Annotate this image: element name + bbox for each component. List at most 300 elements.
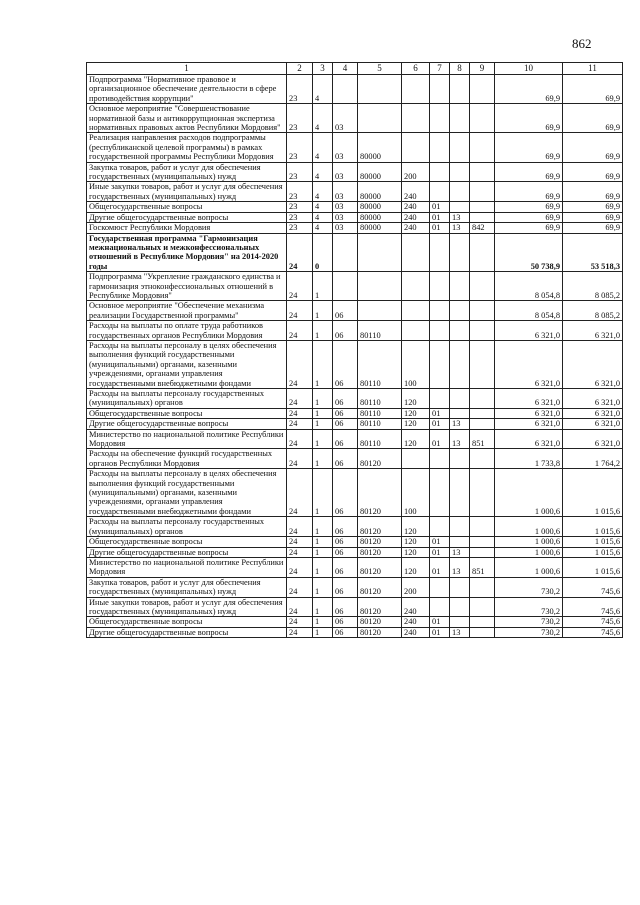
measure-cell: 06 — [333, 340, 358, 388]
expense-type-cell: 200 — [402, 577, 430, 597]
expense-type-cell — [402, 233, 430, 272]
measure-cell: 06 — [333, 449, 358, 469]
subsection-cell — [450, 301, 470, 321]
direction-cell: 80000 — [358, 182, 402, 202]
subsection-cell — [450, 537, 470, 547]
column-header: 11 — [563, 63, 623, 75]
section-cell — [430, 340, 450, 388]
row-name-cell: Другие общегосударственные вопросы — [87, 419, 287, 429]
amount-2019-cell: 1 000,6 — [495, 469, 563, 517]
subprogram-cell: 1 — [313, 408, 333, 418]
row-name-cell: Подпрограмма "Нормативное правовое и организационное обеспечение деятельности в сфере противодействия коррупции" — [87, 75, 287, 104]
table-row — [87, 597, 623, 617]
row-name-cell: Реализация направления расходов подпрограммы (республиканской целевой программы) в рамках государственной программы Республики Мордовия — [87, 133, 287, 162]
measure-cell: 03 — [333, 162, 358, 182]
amount-2019-cell: 8 054,8 — [495, 272, 563, 301]
table-row — [87, 577, 623, 597]
razdel-cell: 24 — [287, 419, 313, 429]
direction-cell: 80110 — [358, 429, 402, 449]
subsection-cell — [450, 577, 470, 597]
expense-type-cell: 240 — [402, 627, 430, 637]
amount-2020-cell: 745,6 — [563, 597, 623, 617]
table-row — [87, 419, 623, 429]
direction-cell: 80110 — [358, 321, 402, 341]
measure-cell — [333, 272, 358, 301]
subprogram-cell: 1 — [313, 517, 333, 537]
row-name-cell: Государственная программа "Гармонизация межнациональных и межконфессиональных отношений в Республике Мордовия" на 2014-2020 годы — [87, 233, 287, 272]
department-cell — [470, 389, 495, 409]
subsection-cell: 13 — [450, 419, 470, 429]
expense-type-cell: 120 — [402, 429, 430, 449]
table-row — [87, 233, 623, 272]
department-cell — [470, 340, 495, 388]
department-cell — [470, 202, 495, 212]
budget-table — [86, 62, 623, 638]
department-cell — [470, 301, 495, 321]
section-cell — [430, 469, 450, 517]
direction-cell: 80110 — [358, 340, 402, 388]
section-cell — [430, 449, 450, 469]
subprogram-cell: 1 — [313, 577, 333, 597]
measure-cell: 06 — [333, 389, 358, 409]
table-row — [87, 340, 623, 388]
column-header: 10 — [495, 63, 563, 75]
measure-cell: 06 — [333, 627, 358, 637]
direction-cell — [358, 233, 402, 272]
amount-2020-cell: 6 321,0 — [563, 408, 623, 418]
razdel-cell: 23 — [287, 212, 313, 222]
razdel-cell: 24 — [287, 577, 313, 597]
section-cell — [430, 133, 450, 162]
razdel-cell: 23 — [287, 104, 313, 133]
razdel-cell: 24 — [287, 617, 313, 627]
subprogram-cell: 4 — [313, 223, 333, 233]
subprogram-cell: 1 — [313, 627, 333, 637]
expense-type-cell — [402, 75, 430, 104]
razdel-cell: 24 — [287, 627, 313, 637]
amount-2020-cell: 6 321,0 — [563, 321, 623, 341]
subprogram-cell: 1 — [313, 429, 333, 449]
amount-2019-cell: 1 000,6 — [495, 557, 563, 577]
amount-2019-cell: 1 733,8 — [495, 449, 563, 469]
expense-type-cell: 120 — [402, 537, 430, 547]
direction-cell: 80000 — [358, 162, 402, 182]
expense-type-cell: 120 — [402, 547, 430, 557]
measure-cell: 06 — [333, 517, 358, 537]
section-cell: 01 — [430, 408, 450, 418]
razdel-cell: 24 — [287, 233, 313, 272]
section-cell: 01 — [430, 429, 450, 449]
measure-cell: 06 — [333, 577, 358, 597]
expense-type-cell: 240 — [402, 617, 430, 627]
subsection-cell — [450, 449, 470, 469]
direction-cell: 80110 — [358, 389, 402, 409]
amount-2020-cell: 53 518,3 — [563, 233, 623, 272]
subprogram-cell: 4 — [313, 162, 333, 182]
direction-cell: 80120 — [358, 449, 402, 469]
column-header: 4 — [333, 63, 358, 75]
table-row — [87, 408, 623, 418]
amount-2020-cell: 1 015,6 — [563, 517, 623, 537]
table-row — [87, 449, 623, 469]
table-row — [87, 429, 623, 449]
expense-type-cell: 100 — [402, 340, 430, 388]
expense-type-cell: 120 — [402, 517, 430, 537]
subprogram-cell: 4 — [313, 133, 333, 162]
amount-2019-cell: 69,9 — [495, 223, 563, 233]
razdel-cell: 24 — [287, 321, 313, 341]
subsection-cell — [450, 272, 470, 301]
table-row — [87, 75, 623, 104]
measure-cell: 03 — [333, 133, 358, 162]
department-cell — [470, 162, 495, 182]
subsection-cell — [450, 233, 470, 272]
subsection-cell: 13 — [450, 429, 470, 449]
amount-2020-cell: 1 015,6 — [563, 557, 623, 577]
subprogram-cell: 1 — [313, 537, 333, 547]
subprogram-cell: 1 — [313, 547, 333, 557]
razdel-cell: 24 — [287, 389, 313, 409]
table-row — [87, 202, 623, 212]
row-name-cell: Общегосударственные вопросы — [87, 408, 287, 418]
subprogram-cell: 4 — [313, 212, 333, 222]
amount-2020-cell: 8 085,2 — [563, 301, 623, 321]
amount-2020-cell: 6 321,0 — [563, 419, 623, 429]
section-cell — [430, 597, 450, 617]
expense-type-cell: 120 — [402, 557, 430, 577]
row-name-cell: Основное мероприятие "Совершенствование нормативной базы и антикоррупционная экспертиза нормативных правовых актов Республики Мордовия" — [87, 104, 287, 133]
amount-2019-cell: 50 738,9 — [495, 233, 563, 272]
department-cell — [470, 212, 495, 222]
table-row — [87, 272, 623, 301]
direction-cell — [358, 272, 402, 301]
table-row — [87, 537, 623, 547]
subprogram-cell: 1 — [313, 389, 333, 409]
row-name-cell: Министерство по национальной политике Республики Мордовия — [87, 557, 287, 577]
table-row — [87, 133, 623, 162]
subprogram-cell: 0 — [313, 233, 333, 272]
expense-type-cell: 240 — [402, 212, 430, 222]
expense-type-cell — [402, 449, 430, 469]
subsection-cell — [450, 182, 470, 202]
section-cell — [430, 104, 450, 133]
razdel-cell: 23 — [287, 75, 313, 104]
amount-2019-cell: 69,9 — [495, 162, 563, 182]
measure-cell: 06 — [333, 408, 358, 418]
amount-2020-cell: 69,9 — [563, 104, 623, 133]
subsection-cell — [450, 517, 470, 537]
direction-cell: 80120 — [358, 469, 402, 517]
column-header: 9 — [470, 63, 495, 75]
subprogram-cell: 1 — [313, 419, 333, 429]
amount-2019-cell: 730,2 — [495, 577, 563, 597]
column-header: 3 — [313, 63, 333, 75]
table-row — [87, 557, 623, 577]
department-cell — [470, 517, 495, 537]
department-cell — [470, 547, 495, 557]
direction-cell — [358, 301, 402, 321]
subprogram-cell: 4 — [313, 182, 333, 202]
direction-cell: 80110 — [358, 408, 402, 418]
measure-cell: 06 — [333, 617, 358, 627]
amount-2020-cell: 8 085,2 — [563, 272, 623, 301]
amount-2019-cell: 6 321,0 — [495, 321, 563, 341]
row-name-cell: Расходы на выплаты персоналу государственных (муниципальных) органов — [87, 389, 287, 409]
amount-2020-cell: 1 764,2 — [563, 449, 623, 469]
table-row — [87, 469, 623, 517]
department-cell — [470, 449, 495, 469]
department-cell — [470, 577, 495, 597]
razdel-cell: 24 — [287, 301, 313, 321]
section-cell — [430, 162, 450, 182]
amount-2020-cell: 6 321,0 — [563, 389, 623, 409]
department-cell — [470, 597, 495, 617]
expense-type-cell: 120 — [402, 389, 430, 409]
amount-2020-cell: 69,9 — [563, 212, 623, 222]
subprogram-cell: 1 — [313, 340, 333, 388]
column-header: 6 — [402, 63, 430, 75]
amount-2020-cell: 69,9 — [563, 182, 623, 202]
amount-2019-cell: 6 321,0 — [495, 408, 563, 418]
subprogram-cell: 4 — [313, 104, 333, 133]
table-body — [87, 75, 623, 638]
razdel-cell: 24 — [287, 429, 313, 449]
subprogram-cell: 1 — [313, 321, 333, 341]
measure-cell: 06 — [333, 429, 358, 449]
direction-cell: 80000 — [358, 223, 402, 233]
department-cell: 842 — [470, 223, 495, 233]
subsection-cell: 13 — [450, 223, 470, 233]
section-cell — [430, 577, 450, 597]
subprogram-cell: 1 — [313, 301, 333, 321]
measure-cell: 06 — [333, 547, 358, 557]
amount-2019-cell: 69,9 — [495, 212, 563, 222]
row-name-cell: Другие общегосударственные вопросы — [87, 547, 287, 557]
page-number: 862 — [572, 36, 592, 51]
amount-2019-cell: 1 000,6 — [495, 547, 563, 557]
section-cell — [430, 182, 450, 202]
section-cell — [430, 321, 450, 341]
row-name-cell: Расходы на выплаты персоналу государственных (муниципальных) органов — [87, 517, 287, 537]
razdel-cell: 24 — [287, 557, 313, 577]
razdel-cell: 23 — [287, 202, 313, 212]
amount-2019-cell: 730,2 — [495, 617, 563, 627]
measure-cell: 06 — [333, 301, 358, 321]
subsection-cell — [450, 597, 470, 617]
column-header: 7 — [430, 63, 450, 75]
direction-cell: 80000 — [358, 212, 402, 222]
direction-cell: 80110 — [358, 419, 402, 429]
expense-type-cell: 240 — [402, 597, 430, 617]
razdel-cell: 24 — [287, 597, 313, 617]
subprogram-cell: 1 — [313, 469, 333, 517]
direction-cell: 80120 — [358, 547, 402, 557]
measure-cell: 03 — [333, 212, 358, 222]
subsection-cell: 13 — [450, 547, 470, 557]
measure-cell — [333, 233, 358, 272]
subsection-cell — [450, 202, 470, 212]
department-cell: 851 — [470, 557, 495, 577]
table-row — [87, 389, 623, 409]
measure-cell: 06 — [333, 597, 358, 617]
measure-cell — [333, 75, 358, 104]
subsection-cell — [450, 389, 470, 409]
amount-2019-cell: 69,9 — [495, 75, 563, 104]
amount-2019-cell: 69,9 — [495, 182, 563, 202]
department-cell — [470, 537, 495, 547]
expense-type-cell: 240 — [402, 202, 430, 212]
table-row — [87, 212, 623, 222]
row-name-cell: Закупка товаров, работ и услуг для обеспечения государственных (муниципальных) нужд — [87, 162, 287, 182]
row-name-cell: Основное мероприятие "Обеспечение механизма реализации Государственной программы" — [87, 301, 287, 321]
amount-2020-cell: 1 015,6 — [563, 547, 623, 557]
subsection-cell: 13 — [450, 627, 470, 637]
department-cell — [470, 272, 495, 301]
amount-2019-cell: 6 321,0 — [495, 419, 563, 429]
section-cell: 01 — [430, 212, 450, 222]
section-cell: 01 — [430, 557, 450, 577]
subprogram-cell: 1 — [313, 617, 333, 627]
expense-type-cell: 120 — [402, 408, 430, 418]
row-name-cell: Расходы на выплаты персоналу в целях обеспечения выполнения функций государственными (муниципальными) органами, казенными учреждениями, органами управления государственными внебюджетными фондами — [87, 340, 287, 388]
razdel-cell: 24 — [287, 272, 313, 301]
subsection-cell — [450, 617, 470, 627]
amount-2020-cell: 69,9 — [563, 75, 623, 104]
direction-cell: 80120 — [358, 557, 402, 577]
direction-cell: 80120 — [358, 617, 402, 627]
amount-2019-cell: 1 000,6 — [495, 517, 563, 537]
header-row — [87, 63, 623, 75]
department-cell — [470, 75, 495, 104]
expense-type-cell: 120 — [402, 419, 430, 429]
razdel-cell: 24 — [287, 547, 313, 557]
expense-type-cell: 240 — [402, 223, 430, 233]
subprogram-cell: 4 — [313, 202, 333, 212]
razdel-cell: 23 — [287, 223, 313, 233]
measure-cell: 03 — [333, 223, 358, 233]
razdel-cell: 24 — [287, 517, 313, 537]
section-cell: 01 — [430, 537, 450, 547]
department-cell — [470, 321, 495, 341]
subsection-cell: 13 — [450, 212, 470, 222]
measure-cell: 06 — [333, 537, 358, 547]
razdel-cell: 24 — [287, 340, 313, 388]
amount-2020-cell: 745,6 — [563, 617, 623, 627]
section-cell — [430, 272, 450, 301]
direction-cell: 80120 — [358, 597, 402, 617]
measure-cell: 06 — [333, 419, 358, 429]
direction-cell: 80120 — [358, 537, 402, 547]
section-cell — [430, 75, 450, 104]
subsection-cell — [450, 104, 470, 133]
table-row — [87, 301, 623, 321]
department-cell — [470, 408, 495, 418]
table-row — [87, 162, 623, 182]
department-cell — [470, 617, 495, 627]
direction-cell: 80000 — [358, 133, 402, 162]
subsection-cell — [450, 75, 470, 104]
row-name-cell: Расходы на выплаты по оплате труда работников государственных органов Республики Мордовия — [87, 321, 287, 341]
amount-2019-cell: 730,2 — [495, 627, 563, 637]
department-cell — [470, 104, 495, 133]
subsection-cell: 13 — [450, 557, 470, 577]
department-cell — [470, 233, 495, 272]
table-row — [87, 617, 623, 627]
measure-cell: 03 — [333, 182, 358, 202]
expense-type-cell — [402, 321, 430, 341]
expense-type-cell: 200 — [402, 162, 430, 182]
razdel-cell: 23 — [287, 133, 313, 162]
razdel-cell: 24 — [287, 449, 313, 469]
amount-2019-cell: 730,2 — [495, 597, 563, 617]
row-name-cell: Госкомюст Республики Мордовия — [87, 223, 287, 233]
subprogram-cell: 1 — [313, 449, 333, 469]
subsection-cell — [450, 340, 470, 388]
section-cell — [430, 233, 450, 272]
razdel-cell: 23 — [287, 162, 313, 182]
row-name-cell: Министерство по национальной политике Республики Мордовия — [87, 429, 287, 449]
amount-2020-cell: 745,6 — [563, 577, 623, 597]
amount-2020-cell: 745,6 — [563, 627, 623, 637]
section-cell — [430, 389, 450, 409]
column-header: 8 — [450, 63, 470, 75]
row-name-cell: Расходы на выплаты персоналу в целях обеспечения выполнения функций государственными (муниципальными) органами, казенными учреждениями, органами управления государственными внебюджетными фондами — [87, 469, 287, 517]
department-cell — [470, 182, 495, 202]
direction-cell: 80120 — [358, 627, 402, 637]
subsection-cell — [450, 469, 470, 517]
section-cell: 01 — [430, 419, 450, 429]
subprogram-cell: 1 — [313, 597, 333, 617]
subsection-cell — [450, 162, 470, 182]
row-name-cell: Общегосударственные вопросы — [87, 537, 287, 547]
razdel-cell: 24 — [287, 469, 313, 517]
row-name-cell: Закупка товаров, работ и услуг для обеспечения государственных (муниципальных) нужд — [87, 577, 287, 597]
subsection-cell — [450, 133, 470, 162]
column-header: 1 — [87, 63, 287, 75]
section-cell: 01 — [430, 547, 450, 557]
section-cell — [430, 517, 450, 537]
amount-2019-cell: 8 054,8 — [495, 301, 563, 321]
amount-2019-cell: 69,9 — [495, 133, 563, 162]
subsection-cell — [450, 321, 470, 341]
amount-2020-cell: 69,9 — [563, 223, 623, 233]
amount-2020-cell: 69,9 — [563, 202, 623, 212]
measure-cell: 06 — [333, 469, 358, 517]
expense-type-cell — [402, 301, 430, 321]
subprogram-cell: 1 — [313, 557, 333, 577]
table-row — [87, 321, 623, 341]
row-name-cell: Иные закупки товаров, работ и услуг для обеспечения государственных (муниципальных) нужд — [87, 597, 287, 617]
amount-2020-cell: 6 321,0 — [563, 340, 623, 388]
amount-2020-cell: 1 015,6 — [563, 537, 623, 547]
row-name-cell: Иные закупки товаров, работ и услуг для обеспечения государственных (муниципальных) нужд — [87, 182, 287, 202]
column-header: 2 — [287, 63, 313, 75]
razdel-cell: 24 — [287, 408, 313, 418]
expense-type-cell: 240 — [402, 182, 430, 202]
amount-2020-cell: 6 321,0 — [563, 429, 623, 449]
amount-2019-cell: 6 321,0 — [495, 340, 563, 388]
section-cell — [430, 301, 450, 321]
razdel-cell: 24 — [287, 537, 313, 547]
amount-2019-cell: 69,9 — [495, 104, 563, 133]
expense-type-cell — [402, 133, 430, 162]
section-cell: 01 — [430, 617, 450, 627]
table-row — [87, 627, 623, 637]
row-name-cell: Подпрограмма "Укрепление гражданского единства и гармонизация этноконфессиональных отношений в Республике Мордовия" — [87, 272, 287, 301]
expense-type-cell: 100 — [402, 469, 430, 517]
row-name-cell: Другие общегосударственные вопросы — [87, 627, 287, 637]
measure-cell: 03 — [333, 104, 358, 133]
